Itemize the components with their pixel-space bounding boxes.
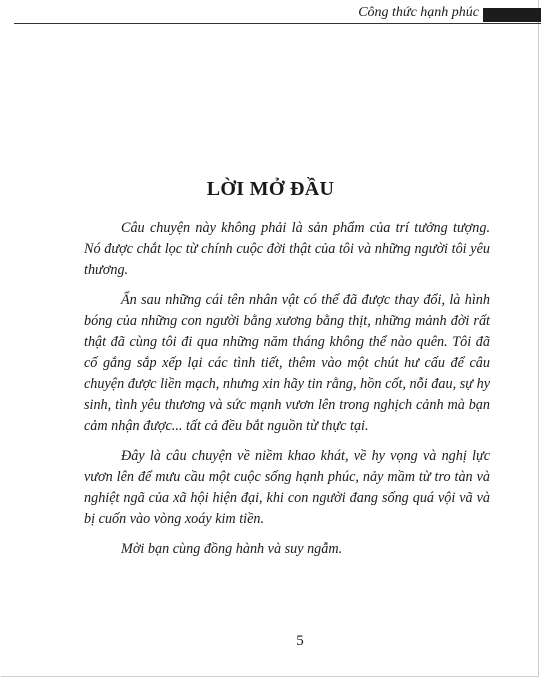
paragraph: Câu chuyện này không phải là sản phẩm của trí tưởng tượng. Nó được chắt lọc từ chính cuộc đời thật của tôi và những người tôi yêu thương. xyxy=(84,220,490,278)
running-title: Công thức hạnh phúc xyxy=(358,5,479,20)
paragraph: Ẩn sau những cái tên nhân vật có thể đã được thay đổi, là hình bóng của những con người bằng xương bằng thịt, những mảnh đời rất thật đã cùng tôi đi qua những năm tháng không thể nào quên. Tôi đã cố gắng sắp xếp lại các tình tiết, thêm vào một chút hư cấu để câu chuyện được liền mạch, nhưng xin hãy tin rằng, hồn cốt, nỗi đau, sự hy sinh, tình yêu thương và sức mạnh vươn lên trong nghịch cảnh mà bạn cảm nhận được... tất cả đều bắt nguồn từ thực tại. xyxy=(84,292,490,434)
chapter-title: LỜI MỞ ĐẦU xyxy=(206,178,335,200)
header-decorative-bar xyxy=(483,8,541,22)
running-header xyxy=(0,0,541,28)
header-rule xyxy=(14,23,541,24)
body-text xyxy=(84,218,490,569)
paragraph: Mời bạn cùng đồng hành và suy ngẫm. xyxy=(121,541,343,557)
paragraph: Đây là câu chuyện về niềm khao khát, về hy vọng và nghị lực vươn lên để mưu cầu một cuộc sống hạnh phúc, nảy mầm từ tro tàn và nghiệt ngã của xã hội hiện đại, khi con người đang sống quá vội vã và bị cuốn vào vòng xoáy kim tiền. xyxy=(84,448,490,527)
page-number: 5 xyxy=(296,633,304,649)
